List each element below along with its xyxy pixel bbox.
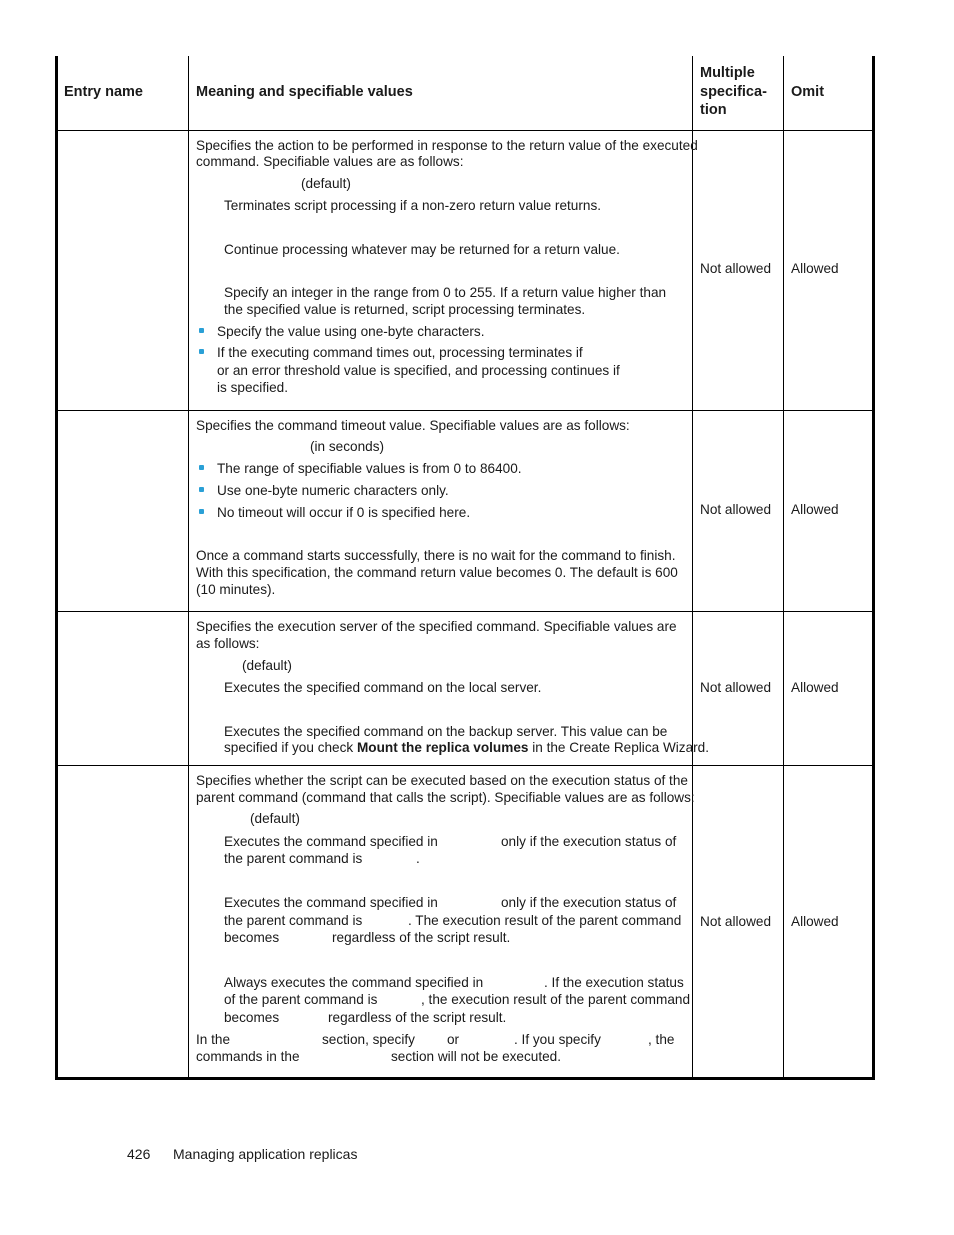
- multiple-cell: Not allowed: [700, 914, 772, 929]
- row-text: Specifies the action to be performed in response to the return value of the executed: [196, 138, 698, 153]
- row-text: the specified value is returned, script processing terminates.: [224, 302, 586, 317]
- row-text: , the: [648, 1032, 675, 1047]
- header-multiple-line2: specifica-: [700, 84, 767, 100]
- row-text: Specifies the command timeout value. Specifiable values are as follows:: [196, 418, 630, 433]
- row-text: regardless of the script result.: [332, 930, 511, 945]
- row-text: Always executes the command specified in: [224, 975, 484, 990]
- row-text: . If you specify: [514, 1032, 601, 1047]
- row-text: Specifies whether the script can be executed based on the execution status of the: [196, 773, 688, 788]
- header-meaning: Meaning and specifiable values: [196, 84, 413, 100]
- row-text: . The execution result of the parent command: [408, 913, 682, 928]
- bullet-icon: [199, 349, 204, 354]
- row-divider: [58, 130, 872, 131]
- row-text: parent command (command that calls the script). Specifiable values are as follows:: [196, 790, 695, 805]
- header-omit: Omit: [791, 84, 825, 100]
- bullet-text: The range of specifiable values is from 0 to 86400.: [217, 461, 522, 476]
- row-text: the parent command is: [224, 851, 363, 866]
- omit-cell: Allowed: [791, 502, 839, 517]
- bullet-icon: [199, 487, 204, 492]
- row-text: in the Create Replica Wizard.: [528, 740, 710, 755]
- row-text: or: [447, 1032, 460, 1047]
- default-note: (default): [301, 176, 351, 191]
- multiple-cell: Not allowed: [700, 261, 772, 276]
- omit-cell: Allowed: [791, 680, 839, 695]
- row-text: (10 minutes).: [196, 582, 276, 597]
- row-text: Executes the specified command on the backup server. This value can be: [224, 724, 668, 739]
- header-entry-name: Entry name: [64, 84, 143, 100]
- bullet-icon: [199, 328, 204, 333]
- row-text: section will not be executed.: [391, 1049, 562, 1064]
- bullet-text: If the executing command times out, processing terminates if: [217, 345, 583, 360]
- row-text: commands in the: [196, 1049, 300, 1064]
- bullet-text: is specified.: [217, 380, 289, 395]
- multiple-cell: Not allowed: [700, 502, 772, 517]
- unit-note: (in seconds): [310, 439, 385, 454]
- row-text: With this specification, the command return value becomes 0. The default is 600: [196, 565, 678, 580]
- row-text: In the: [196, 1032, 231, 1047]
- bullet-text: No timeout will occur if 0 is specified here.: [217, 505, 471, 520]
- row-divider: [58, 410, 872, 411]
- header-multiple-line3: tion: [700, 102, 727, 118]
- omit-cell: Allowed: [791, 261, 839, 276]
- multiple-cell: Not allowed: [700, 680, 772, 695]
- column-divider: [783, 56, 784, 1077]
- row-text: becomes: [224, 930, 280, 945]
- row-text-inline: [224, 739, 709, 756]
- row-text: . If the execution status: [544, 975, 684, 990]
- bullet-text: Specify the value using one-byte characters.: [217, 324, 485, 339]
- row-text: Specify an integer in the range from 0 to 255. If a return value higher than: [224, 285, 667, 300]
- row-text: Once a command starts successfully, there is no wait for the command to finish.: [196, 548, 676, 563]
- omit-cell: Allowed: [791, 914, 839, 929]
- bullet-text: or an error threshold value is specified, and processing continues if: [217, 363, 620, 378]
- row-text: of the parent command is: [224, 992, 378, 1007]
- bullet-icon: [199, 509, 204, 514]
- default-note: (default): [242, 658, 292, 673]
- bullet-text: Use one-byte numeric characters only.: [217, 483, 449, 498]
- row-text: becomes: [224, 1010, 280, 1025]
- row-text: command. Specifiable values are as follows:: [196, 154, 464, 169]
- row-text: the parent command is: [224, 913, 363, 928]
- row-divider: [58, 765, 872, 766]
- row-text: Continue processing whatever may be returned for a return value.: [224, 242, 620, 257]
- row-divider: [58, 611, 872, 612]
- bullet-icon: [199, 465, 204, 470]
- row-text: Terminates script processing if a non-zero return value returns.: [224, 198, 602, 213]
- column-divider: [692, 56, 693, 1077]
- row-text: Specifies the execution server of the specified command. Specifiable values are: [196, 619, 677, 634]
- row-text: only if the execution status of: [501, 834, 677, 849]
- page-number: 426: [127, 1146, 151, 1162]
- row-text: , the execution result of the parent command: [421, 992, 691, 1007]
- row-text: Executes the specified command on the local server.: [224, 680, 542, 695]
- row-text: .: [416, 851, 420, 866]
- column-divider: [188, 56, 189, 1077]
- row-text: as follows:: [196, 636, 260, 651]
- row-text: Executes the command specified in: [224, 834, 438, 849]
- row-text: regardless of the script result.: [328, 1010, 507, 1025]
- row-text: section, specify: [322, 1032, 415, 1047]
- row-text: specified if you check: [224, 740, 357, 755]
- header-multiple-line1: Multiple: [700, 65, 755, 81]
- wizard-option-name: Mount the replica volumes: [356, 740, 529, 755]
- section-title: Managing application replicas: [173, 1146, 358, 1162]
- row-text: Executes the command specified in: [224, 895, 438, 910]
- default-note: (default): [250, 811, 300, 826]
- row-text: only if the execution status of: [501, 895, 677, 910]
